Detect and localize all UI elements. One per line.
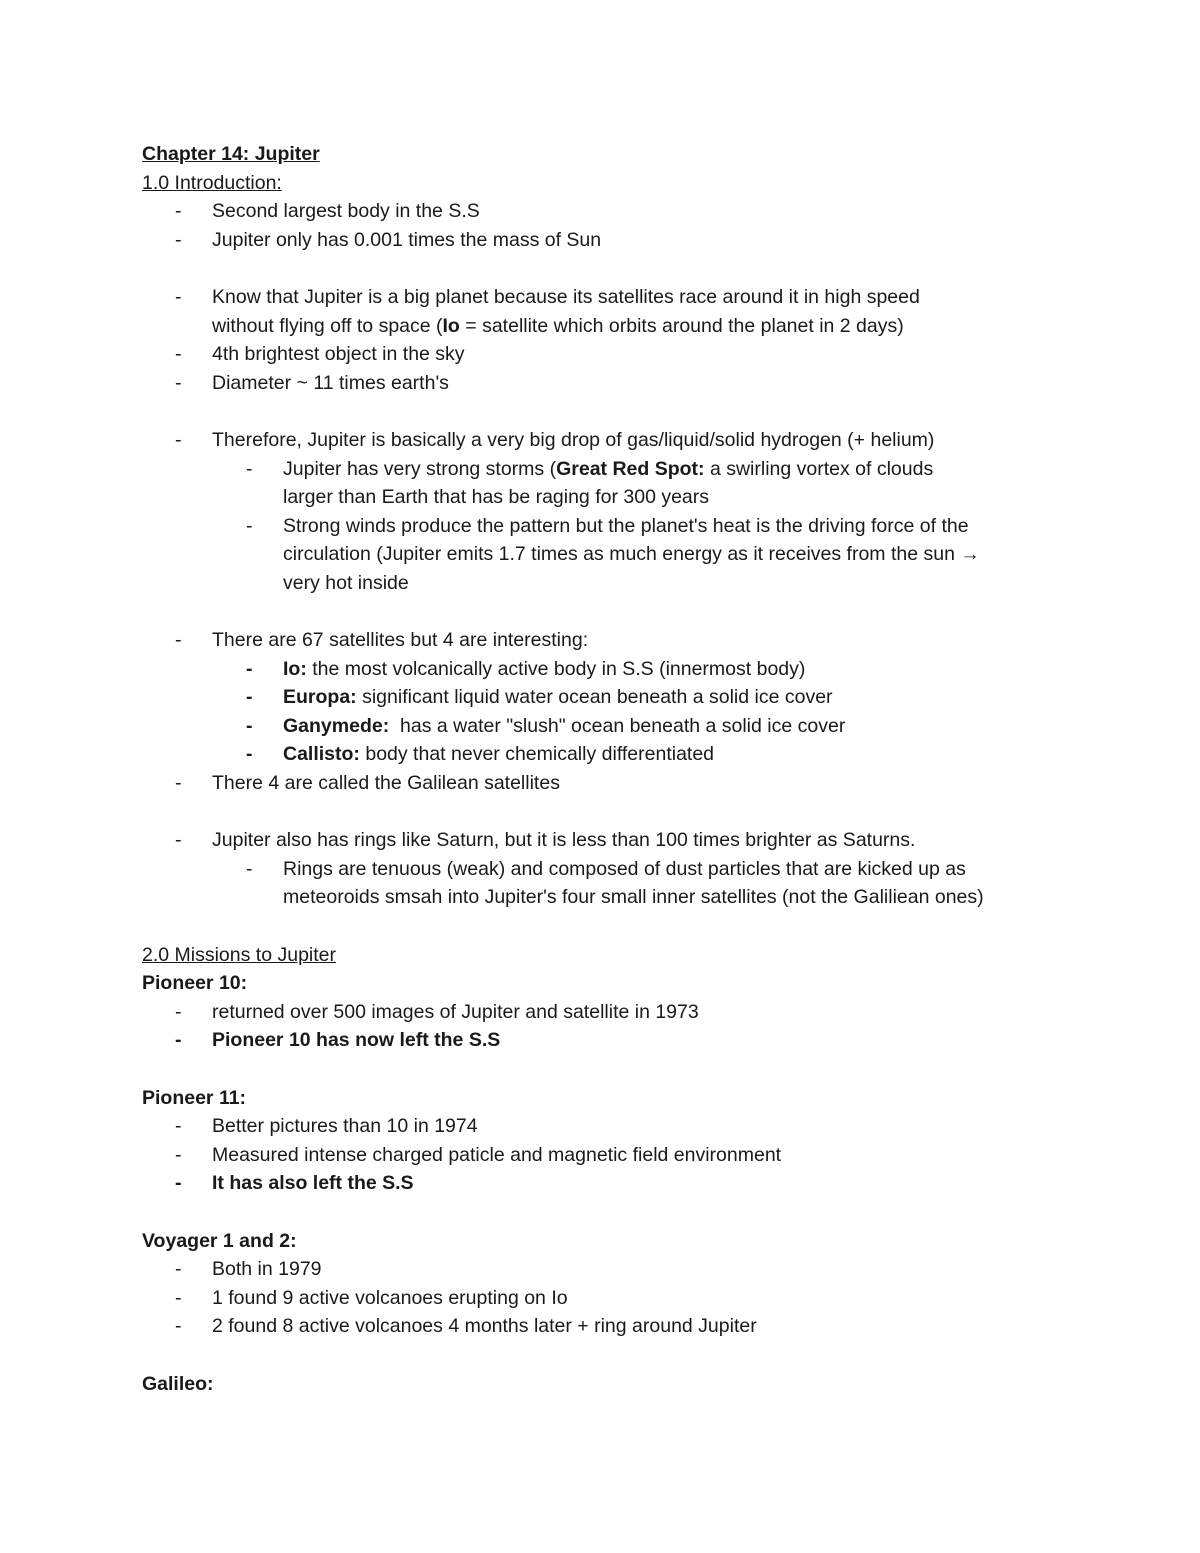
sub-list-item: - Jupiter has very strong storms (Great Red Spot: a swirling vortex of clouds — [142, 455, 1072, 484]
sub-list-item-continuation: circulation (Jupiter emits 1.7 times as much energy as it receives from the sun → — [283, 543, 980, 566]
bullet-dash: - — [246, 514, 253, 537]
bullet-dash: - — [246, 457, 253, 480]
list-item-text: Jupiter also has rings like Saturn, but it is less than 100 times brighter as Saturns. — [212, 829, 916, 852]
list-item — [142, 1169, 1072, 1198]
sub-list-item-continuation: meteoroids smsah into Jupiter's four small inner satellites (not the Galiliean ones) — [283, 886, 984, 909]
bullet-dash: - — [175, 1258, 182, 1281]
bold-term-io: Io — [442, 314, 460, 337]
list-item-text: Both in 1979 — [212, 1258, 322, 1281]
list-item-text: Rings are tenuous (weak) and composed of dust particles that are kicked up as — [283, 857, 966, 880]
spacer — [142, 1341, 1072, 1370]
sub-list-item-io: - Io: the most volcanically active body in S.S (innermost body) — [142, 655, 1072, 684]
bullet-dash: - — [175, 1029, 182, 1052]
bold-term-great-red-spot: Great Red Spot: — [556, 457, 705, 480]
list-item — [142, 769, 1072, 798]
bullet-dash: - — [175, 1172, 182, 1195]
sub-list-item — [142, 855, 1072, 884]
list-item-text: It has also left the S.S — [212, 1172, 414, 1195]
list-item — [142, 426, 1072, 455]
bullet-dash: - — [175, 371, 182, 394]
list-item — [142, 1112, 1072, 1141]
list-item-text: Diameter ~ 11 times earth's — [212, 371, 449, 394]
spacer — [142, 598, 1072, 627]
list-item-text: Therefore, Jupiter is basically a very big drop of gas/liquid/solid hydrogen (+ helium) — [212, 428, 935, 451]
bullet-dash: - — [175, 829, 182, 852]
list-item — [142, 197, 1072, 226]
section-heading-introduction: 1.0 Introduction: — [142, 171, 282, 194]
sub-list-item-continuation: larger than Earth that has be raging for 300 years — [283, 486, 710, 509]
list-item-text: Second largest body in the S.S — [212, 200, 480, 223]
bullet-dash: - — [175, 228, 182, 251]
bullet-dash: - — [175, 1286, 182, 1309]
list-item-text: 2 found 8 active volcanoes 4 months later + ring around Jupiter — [212, 1315, 757, 1338]
list-item — [142, 226, 1072, 255]
list-item-text: returned over 500 images of Jupiter and satellite in 1973 — [212, 1000, 699, 1023]
mission-title-voyager: Voyager 1 and 2: — [142, 1229, 297, 1252]
mission-title-pioneer-10: Pioneer 10: — [142, 972, 248, 995]
list-item — [142, 1255, 1072, 1284]
list-item — [142, 998, 1072, 1027]
list-item — [142, 283, 1072, 312]
list-item — [142, 1284, 1072, 1313]
mission-title-pioneer-11: Pioneer 11: — [142, 1086, 247, 1109]
section-heading-missions: 2.0 Missions to Jupiter — [142, 943, 337, 966]
chapter-title: Chapter 14: Jupiter — [142, 143, 320, 165]
bullet-dash: - — [175, 343, 182, 366]
list-item — [142, 826, 1072, 855]
list-item — [142, 626, 1072, 655]
list-item-text: Strong winds produce the pattern but the planet's heat is the driving force of the — [283, 514, 969, 537]
mission-title-galileo: Galileo: — [142, 1372, 214, 1395]
bullet-dash: - — [175, 285, 182, 308]
list-item — [142, 1026, 1072, 1055]
sub-list-item-callisto: - Callisto: body that never chemically differentiated — [142, 740, 1072, 769]
bullet-dash: - — [246, 857, 253, 880]
spacer — [142, 798, 1072, 827]
list-item-text: Pioneer 10 has now left the S.S — [212, 1029, 501, 1052]
list-item-text: Jupiter only has 0.001 times the mass of Sun — [212, 228, 602, 251]
bullet-dash: - — [175, 1115, 182, 1138]
sub-list-item-europa: - Europa: significant liquid water ocean beneath a solid ice cover — [142, 683, 1072, 712]
spacer — [142, 254, 1072, 283]
list-item-text: There are 67 satellites but 4 are interesting: — [212, 629, 589, 652]
bullet-dash: - — [246, 657, 253, 680]
list-item-text: There 4 are called the Galilean satellites — [212, 772, 560, 795]
document-page — [142, 140, 1072, 1398]
list-item — [142, 369, 1072, 398]
list-item-continuation: without flying off to space (Io = satellite which orbits around the planet in 2 days) — [212, 314, 904, 337]
bullet-dash: - — [175, 428, 182, 451]
bullet-dash: - — [246, 743, 253, 766]
bullet-dash: - — [246, 686, 253, 709]
spacer — [142, 397, 1072, 426]
sub-list-item-ganymede: - Ganymede: has a water "slush" ocean beneath a solid ice cover — [142, 712, 1072, 741]
bullet-dash: - — [175, 1315, 182, 1338]
list-item-text: Know that Jupiter is a big planet because its satellites race around it in high speed — [212, 285, 920, 308]
bullet-dash: - — [175, 772, 182, 795]
list-item-text: Measured intense charged paticle and magnetic field environment — [212, 1143, 782, 1166]
spacer — [142, 912, 1072, 941]
bullet-dash: - — [175, 1000, 182, 1023]
list-item — [142, 1141, 1072, 1170]
bullet-dash: - — [246, 714, 253, 737]
list-item-text: 4th brightest object in the sky — [212, 343, 465, 366]
list-item-text: 1 found 9 active volcanoes erupting on Io — [212, 1286, 568, 1309]
list-item — [142, 340, 1072, 369]
spacer — [142, 1198, 1072, 1227]
bullet-dash: - — [175, 200, 182, 223]
bullet-dash: - — [175, 1143, 182, 1166]
bullet-dash: - — [175, 629, 182, 652]
list-item — [142, 1312, 1072, 1341]
sub-list-item — [142, 512, 1072, 541]
spacer — [142, 1055, 1072, 1084]
list-item-text: Better pictures than 10 in 1974 — [212, 1115, 478, 1138]
sub-list-item-continuation: very hot inside — [283, 571, 409, 594]
